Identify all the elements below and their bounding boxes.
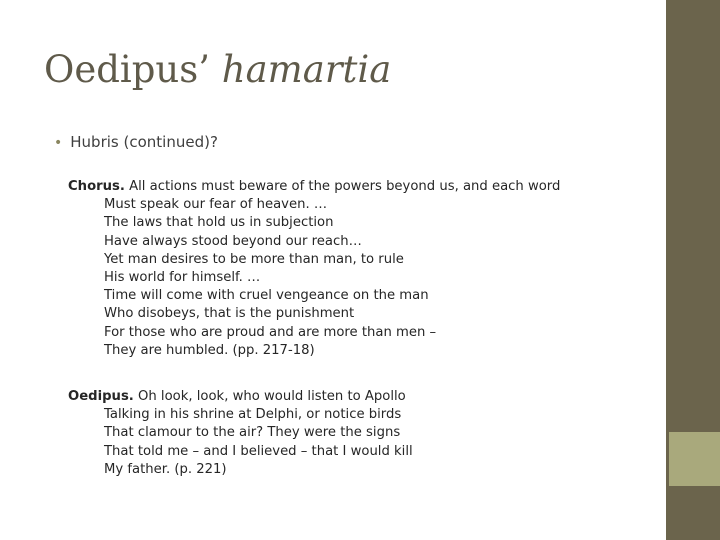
bullet-dot-icon: • xyxy=(54,135,63,151)
quote-line: Who disobeys, that is the punishment xyxy=(104,306,355,322)
quote-line: That told me – and I believed – that I would kill xyxy=(104,443,413,459)
title-italic: hamartia xyxy=(221,48,392,91)
oedipus-quote xyxy=(68,388,413,479)
quote-text: All actions must beware of the powers beyond us, and each word xyxy=(124,179,561,194)
quote-line: His world for himself. … xyxy=(104,270,261,286)
quote-line: Yet man desires to be more than man, to rule xyxy=(104,251,404,267)
speaker-name: Chorus. xyxy=(68,179,125,194)
slide-title xyxy=(44,44,391,96)
speaker-name: Oedipus. xyxy=(68,389,134,404)
quote-line xyxy=(68,178,560,196)
quote-line: Have always stood beyond our reach… xyxy=(104,233,362,249)
quote-line: Must speak our fear of heaven. … xyxy=(104,197,328,213)
quote-line: The laws that hold us in subjection xyxy=(104,215,334,231)
title-main: Oedipus’ xyxy=(44,48,222,91)
quote-line: Talking in his shrine at Delphi, or notice birds xyxy=(104,407,402,423)
quote-text: Oh look, look, who would listen to Apollo xyxy=(133,389,406,404)
quote-line: For those who are proud and are more than men – xyxy=(104,324,437,340)
quote-line xyxy=(68,388,413,406)
quote-line: That clamour to the air? They were the signs xyxy=(104,425,401,441)
quote-line: My father. (p. 221) xyxy=(104,461,227,477)
quote-line: They are humbled. (pp. 217-18) xyxy=(104,342,315,358)
sidebar-accent-block xyxy=(669,432,720,486)
quote-line: Time will come with cruel vengeance on the man xyxy=(104,288,429,304)
chorus-quote xyxy=(68,178,560,360)
bullet-text: Hubris (continued)? xyxy=(70,133,218,151)
bullet-item xyxy=(54,131,218,154)
